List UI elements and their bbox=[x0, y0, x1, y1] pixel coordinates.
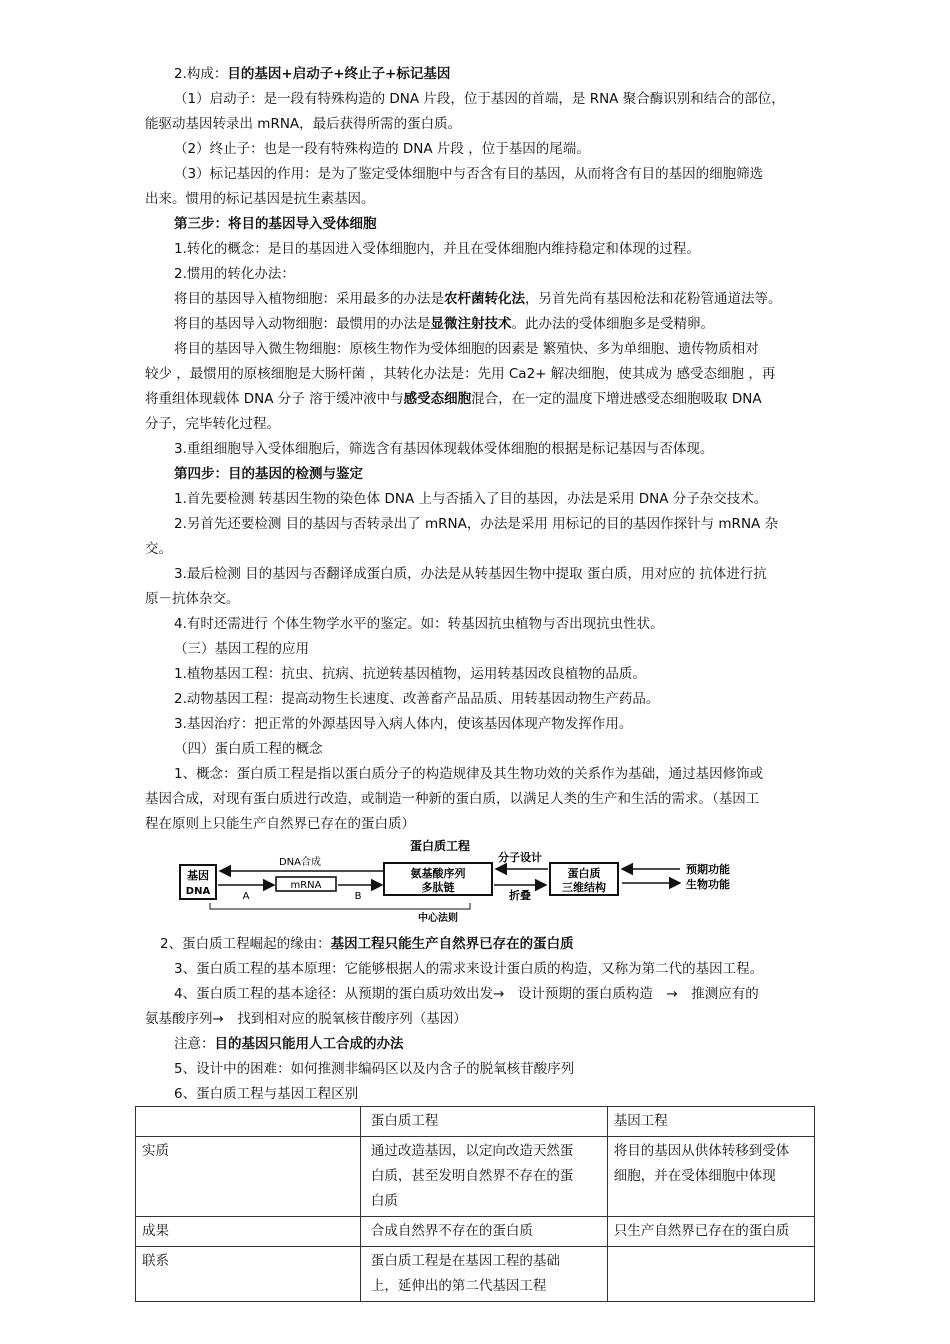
marker-line-2: 出来。惯用的标记基因是抗生素基因。 bbox=[145, 191, 375, 207]
biological-function-label: 生物功能 bbox=[686, 878, 730, 891]
table-header-cell bbox=[136, 1107, 361, 1137]
concept-line-3: 程在原则上只能生产自然界已存在的蛋白质） bbox=[145, 816, 415, 832]
animal-cell-method: 将目的基因导入动物细胞：最惯用的办法是显微注射技术。此办法的受体细胞多是受精卵。 bbox=[174, 316, 714, 332]
microbe-line-2: 较少 ，最惯用的原核细胞是大肠杆菌 ，其转化办法是：先用 Ca2+ 解决细胞，使其成为 感受态细胞 ，再 bbox=[145, 366, 776, 382]
microbe-line-1: 将目的基因导入微生物细胞：原核生物作为受体细胞的因素是 繁殖快、多为单细胞、遗传物质相对 bbox=[174, 341, 759, 357]
protein-cell bbox=[360, 1217, 607, 1247]
cell-line: 白质，甚至发明自然界不存在的蛋 bbox=[370, 1168, 574, 1184]
microbe-line-3: 将重组体现载体 DNA 分子 溶于缓冲液中与感受态细胞混合，在一定的温度下增进感受态细胞吸取 DNA bbox=[145, 391, 762, 407]
concept-line-1: 1、概念：蛋白质工程是指以蛋白质分子的构造规律及其生物功效的关系作为基础，通过基因修饰或 bbox=[174, 766, 764, 782]
cell-line: 将目的基因从供体转移到受体 bbox=[613, 1143, 790, 1159]
table-row bbox=[136, 1217, 815, 1247]
detect-dna-line: 1.首先要检测 转基因生物的染色体 DNA 上与否插入了目的基因，办法是采用 DNA 分子杂交技术。 bbox=[174, 491, 768, 507]
step3-heading: 第三步：将目的基因导入受体细胞 bbox=[174, 216, 377, 232]
cell-line: 上，延伸出的第二代基因工程 bbox=[370, 1278, 547, 1294]
central-dogma-label: 中心法则 bbox=[418, 913, 458, 924]
screening-line: 3.重组细胞导入受体细胞后，筛选含有基因体现载体受体细胞的根据是标记基因与否体现。 bbox=[174, 441, 714, 457]
protein-engineering-heading: （四）蛋白质工程的概念 bbox=[174, 741, 323, 757]
expected-function-label: 预期功能 bbox=[686, 863, 730, 876]
row-label: 联系 bbox=[136, 1247, 361, 1302]
promoter-line-1: （1）启动子：是一段有特殊构造的 DNA 片段，位于基因的首端，是 RNA 聚合酶识别和结合的部位， bbox=[174, 91, 785, 107]
cell-line: 蛋白质工程是在基因工程的基础 bbox=[370, 1253, 560, 1269]
concept-line-2: 基因合成，对现有蛋白质进行改造，或制造一种新的蛋白质，以满足人类的生产和生活的需求。（基因工 bbox=[145, 791, 760, 807]
folding-label: 折叠 bbox=[509, 889, 531, 902]
gene-cell bbox=[607, 1217, 814, 1247]
difficulty-line: 5、设计中的困难：如何推测非编码区以及内含子的脱氧核苷酸序列 bbox=[174, 1061, 575, 1077]
table-row bbox=[136, 1137, 815, 1217]
row-label: 实质 bbox=[136, 1137, 361, 1217]
cell-line: 通过改造基因，以定向改造天然蛋 bbox=[370, 1143, 574, 1159]
table-header-row bbox=[136, 1107, 815, 1137]
animal-engineering-line: 2.动物基因工程：提高动物生长速度、改善畜产品品质、用转基因动物生产药品。 bbox=[174, 691, 660, 707]
cell-line: 白质 bbox=[370, 1193, 398, 1209]
terminator-line: （2）终止子：也是一段有特殊构造的 DNA 片段 ，位于基因的尾端。 bbox=[174, 141, 590, 157]
microbe-line-4: 分子，完毕转化过程。 bbox=[145, 416, 280, 432]
comparison-table bbox=[135, 1106, 815, 1302]
cell-line: 细胞，并在受体细胞中体现 bbox=[613, 1168, 776, 1184]
transformation-concept: 1.转化的概念：是目的基因进入受体细胞内，并且在受体细胞内维持稳定和体现的过程。 bbox=[174, 241, 700, 257]
protein-engineering-diagram bbox=[170, 835, 760, 925]
plant-cell-method: 将目的基因导入植物细胞：采用最多的办法是农杆菌转化法，另首先尚有基因枪法和花粉管通道法等。 bbox=[174, 291, 782, 307]
polypeptide-label: 多肽链 bbox=[421, 881, 455, 894]
protein-cell bbox=[360, 1137, 607, 1217]
mrna-label: mRNA bbox=[290, 880, 322, 891]
arrow-b-label: B bbox=[354, 891, 362, 902]
heading-composition: 2.构成：目的基因+启动子+终止子+标记基因 bbox=[174, 66, 451, 82]
individual-level-line: 4.有时还需进行 个体生物学水平的鉴定。如：转基因抗虫植物与否出现抗虫性状。 bbox=[174, 616, 664, 632]
marker-line-1: （3）标记基因的作用：是为了鉴定受体细胞中与否含有目的基因，从而将含有目的基因的细胞筛选 bbox=[174, 166, 764, 182]
gene-therapy-line: 3.基因治疗：把正常的外源基因导入病人体内，使该基因体现产物发挥作用。 bbox=[174, 716, 633, 732]
cell-line: 只生产自然界已存在的蛋白质 bbox=[613, 1223, 790, 1239]
protein-cell bbox=[360, 1247, 607, 1302]
pathway-line-1: 4、蛋白质工程的基本途径：从预期的蛋白质功效出发→ 设计预期的蛋白质构造 → 推测应有的 bbox=[174, 986, 759, 1002]
transformation-methods-heading: 2.惯用的转化办法： bbox=[174, 266, 295, 282]
gene-label: 基因 bbox=[187, 869, 209, 882]
arrow-a-label: A bbox=[242, 891, 250, 902]
cell-line: 合成自然界不存在的蛋白质 bbox=[370, 1223, 533, 1239]
pathway-line-2: 氨基酸序列→ 找到相对应的脱氧核苷酸序列（基因） bbox=[145, 1011, 467, 1027]
detect-protein-line-1: 3.最后检测 目的基因与否翻译成蛋白质，办法是从转基因生物中提取 蛋白质，用对应的 抗体进行抗 bbox=[174, 566, 767, 582]
plant-engineering-line: 1.植物基因工程：抗虫、抗病、抗逆转基因植物，运用转基因改良植物的品质。 bbox=[174, 666, 646, 682]
three-d-structure-label: 三维结构 bbox=[562, 881, 606, 894]
gene-cell bbox=[607, 1137, 814, 1217]
row-label: 成果 bbox=[136, 1217, 361, 1247]
applications-heading: （三）基因工程的应用 bbox=[174, 641, 309, 657]
difference-heading: 6、蛋白质工程与基因工程区别 bbox=[174, 1086, 359, 1102]
table-header-cell: 蛋白质工程 bbox=[360, 1107, 607, 1137]
table-header-cell: 基因工程 bbox=[607, 1107, 814, 1137]
molecular-design-label: 分子设计 bbox=[498, 851, 542, 864]
note-line: 注意：目的基因只能用人工合成的办法 bbox=[174, 1036, 404, 1052]
step4-heading: 第四步：目的基因的检测与鉴定 bbox=[174, 466, 363, 482]
dna-label: DNA bbox=[185, 886, 211, 897]
detect-mrna-line-1: 2.另首先还要检测 目的基因与否转录出了 mRNA，办法是采用 用标记的目的基因作探针与 mRNA 杂 bbox=[174, 516, 779, 532]
central-dogma-brace bbox=[210, 903, 470, 909]
table-row bbox=[136, 1247, 815, 1302]
gene-cell bbox=[607, 1247, 814, 1302]
protein-label: 蛋白质 bbox=[567, 867, 601, 880]
promoter-line-2: 能驱动基因转录出 mRNA，最后获得所需的蛋白质。 bbox=[145, 116, 462, 132]
diagram-title: 蛋白质工程 bbox=[409, 839, 471, 853]
origin-line: 2、蛋白质工程崛起的缘由：基因工程只能生产自然界已存在的蛋白质 bbox=[160, 936, 574, 952]
detect-protein-line-2: 原－抗体杂交。 bbox=[145, 591, 240, 607]
detect-mrna-line-2: 交。 bbox=[145, 541, 172, 557]
principle-line: 3、蛋白质工程的基本原理：它能够根据人的需求来设计蛋白质的构造，又称为第二代的基因工程。 bbox=[174, 961, 764, 977]
dna-synthesis-label: DNA合成 bbox=[278, 857, 322, 868]
amino-acid-sequence-label: 氨基酸序列 bbox=[410, 867, 466, 880]
